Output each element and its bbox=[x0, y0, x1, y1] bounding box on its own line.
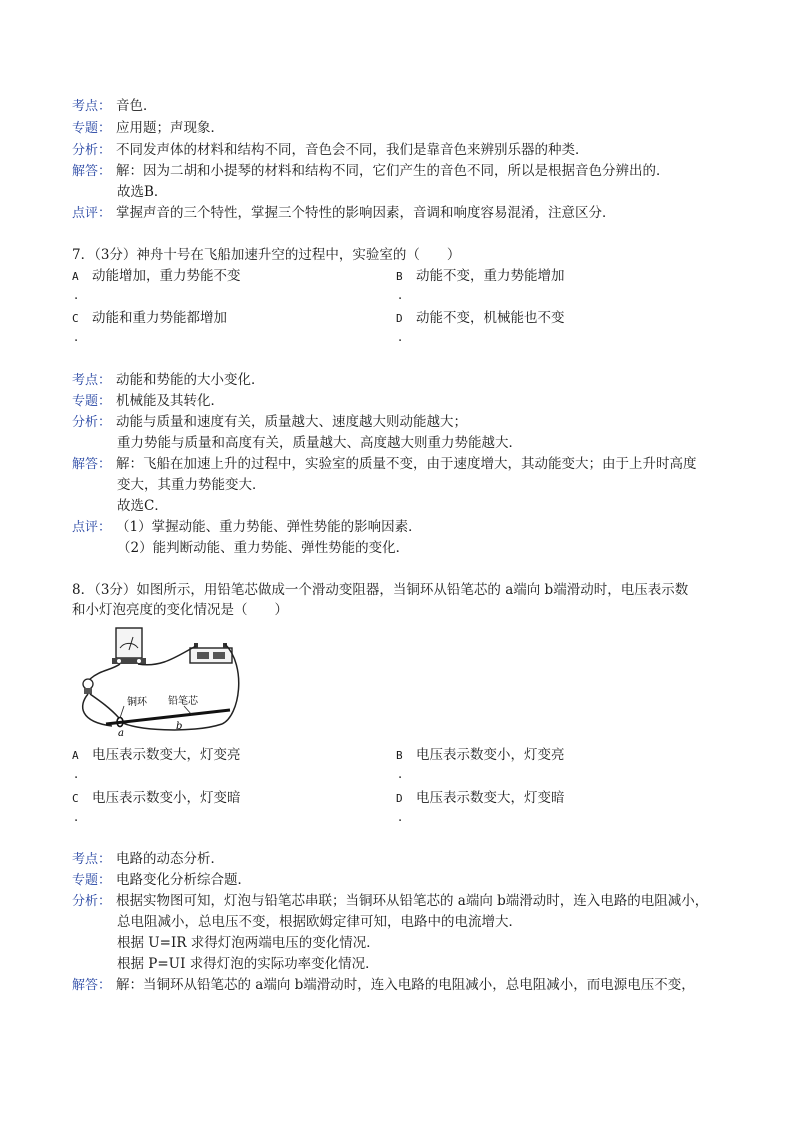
zhuanti-row-q6 bbox=[72, 118, 734, 139]
kaodian-text: 电路的动态分析． bbox=[116, 851, 224, 867]
kaodian-label: 考点： bbox=[72, 99, 112, 114]
dianping-line: （2）能判断动能、重力势能、弹性势能的变化． bbox=[117, 540, 410, 556]
q8-option-b: B 电压表示数变小，灯变亮 bbox=[396, 747, 565, 763]
jieda-line: 故选B． bbox=[117, 184, 168, 200]
lamp-icon bbox=[83, 679, 93, 694]
jieda-label: 解答： bbox=[72, 164, 112, 179]
q7-option-a: A 动能增加，重力势能不变 bbox=[72, 268, 241, 284]
option-dot: . bbox=[74, 288, 79, 303]
fenxi-line: 总电阻减小，总电压不变，根据欧姆定律可知，电路中的电流增大． bbox=[117, 914, 522, 930]
option-dot: . bbox=[398, 288, 403, 303]
zhuanti-row-q7 bbox=[72, 391, 734, 412]
dianping-row-q7 bbox=[72, 517, 734, 538]
fenxi-text: 根据实物图可知，灯泡与铅笔芯串联；当铜环从铅笔芯的 a端向 b端滑动时，连入电路的电阻减小， bbox=[116, 893, 709, 909]
jieda-label: 解答： bbox=[72, 978, 112, 993]
jieda-label: 解答： bbox=[72, 457, 112, 472]
fenxi-row-q6 bbox=[72, 140, 734, 161]
option-dot: . bbox=[398, 767, 403, 782]
jieda-line: 变大，其重力势能变大． bbox=[117, 477, 266, 493]
q7-option-c: C 动能和重力势能都增加 bbox=[72, 310, 227, 326]
dianping-text: （1）掌握动能、重力势能、弹性势能的影响因素． bbox=[116, 519, 422, 535]
fenxi-label: 分析： bbox=[72, 415, 112, 430]
jieda-row-q6 bbox=[72, 161, 734, 182]
kaodian-row-q6 bbox=[72, 96, 734, 117]
fenxi-line: 根据 P=UI 求得灯泡的实际功率变化情况． bbox=[117, 956, 379, 972]
option-dot: . bbox=[398, 810, 403, 825]
voltmeter-icon bbox=[112, 628, 146, 664]
kaodian-label: 考点： bbox=[72, 852, 112, 867]
q7-option-d: D 动能不变，机械能也不变 bbox=[396, 310, 565, 326]
zhuanti-label: 专题： bbox=[72, 394, 112, 409]
jieda-text: 解：当铜环从铅笔芯的 a端向 b端滑动时，连入电路的电阻减小，总电阻减小，而电源电压不变， bbox=[116, 977, 695, 993]
fenxi-label: 分析： bbox=[72, 894, 112, 909]
q7-option-b: B 动能不变，重力势能增加 bbox=[396, 268, 565, 284]
option-dot: . bbox=[398, 330, 403, 345]
pencil-lead bbox=[106, 710, 230, 724]
zhuanti-text: 电路变化分析综合题． bbox=[116, 872, 251, 888]
fenxi-row-q8 bbox=[72, 891, 734, 912]
kaodian-text: 音色． bbox=[116, 98, 157, 114]
fenxi-label: 分析： bbox=[72, 143, 112, 158]
jieda-line: 故选C． bbox=[117, 498, 168, 514]
question-8-stem: 8．（3分）如图所示，用铅笔芯做成一个滑动变阻器，当铜环从铅笔芯的 a端向 b端滑动时，电压表示数 bbox=[72, 582, 689, 598]
fenxi-line: 根据 U=IR 求得灯泡两端电压的变化情况． bbox=[117, 935, 380, 951]
kaodian-row-q7 bbox=[72, 370, 734, 391]
dianping-label: 点评： bbox=[72, 520, 112, 535]
option-dot: . bbox=[74, 810, 79, 825]
q8-option-c: C 电压表示数变小，灯变暗 bbox=[72, 790, 241, 806]
figure-label-a: a bbox=[118, 728, 124, 738]
jieda-text: 解：飞船在加速上升的过程中，实验室的质量不变，由于速度增大，其动能变大；由于上升时高度 bbox=[116, 456, 697, 472]
fenxi-row-q7 bbox=[72, 412, 734, 433]
fenxi-text: 不同发声体的材料和结构不同，音色会不同，我们是靠音色来辨别乐器的种类． bbox=[116, 142, 589, 158]
fenxi-line: 重力势能与质量和高度有关，质量越大、高度越大则重力势能越大． bbox=[117, 435, 522, 451]
zhuanti-text: 应用题；声现象． bbox=[116, 120, 224, 136]
q8-option-a: A 电压表示数变大，灯变亮 bbox=[72, 747, 241, 763]
zhuanti-label: 专题： bbox=[72, 121, 112, 136]
circuit-figure bbox=[72, 626, 240, 738]
dianping-text: 掌握声音的三个特性，掌握三个特性的影响因素，音调和响度容易混淆，注意区分． bbox=[116, 205, 616, 221]
battery-icon bbox=[190, 643, 232, 663]
jieda-row-q7 bbox=[72, 454, 734, 475]
kaodian-label: 考点： bbox=[72, 373, 112, 388]
dianping-label: 点评： bbox=[72, 206, 112, 221]
dianping-row-q6 bbox=[72, 203, 734, 224]
zhuanti-text: 机械能及其转化． bbox=[116, 393, 224, 409]
figure-label-ring: 铜环 bbox=[127, 697, 147, 708]
jieda-row-q8 bbox=[72, 975, 734, 996]
q8-option-d: D 电压表示数变大，灯变暗 bbox=[396, 790, 565, 806]
zhuanti-row-q8 bbox=[72, 870, 734, 891]
question-8-stem-line2: 和小灯泡亮度的变化情况是（ ） bbox=[72, 602, 288, 618]
question-7-stem: 7．（3分）神舟十号在飞船加速升空的过程中，实验室的（ ） bbox=[72, 247, 461, 263]
fenxi-text: 动能与质量和速度有关，质量越大、速度越大则动能越大； bbox=[116, 414, 467, 430]
zhuanti-label: 专题： bbox=[72, 873, 112, 888]
figure-label-lead: 铅笔芯 bbox=[168, 696, 198, 707]
kaodian-row-q8 bbox=[72, 849, 734, 870]
option-dot: . bbox=[74, 767, 79, 782]
kaodian-text: 动能和势能的大小变化． bbox=[116, 372, 265, 388]
figure-label-b: b bbox=[176, 721, 183, 732]
jieda-text: 解：因为二胡和小提琴的材料和结构不同，它们产生的音色不同，所以是根据音色分辨出的． bbox=[116, 163, 670, 179]
option-dot: . bbox=[74, 330, 79, 345]
